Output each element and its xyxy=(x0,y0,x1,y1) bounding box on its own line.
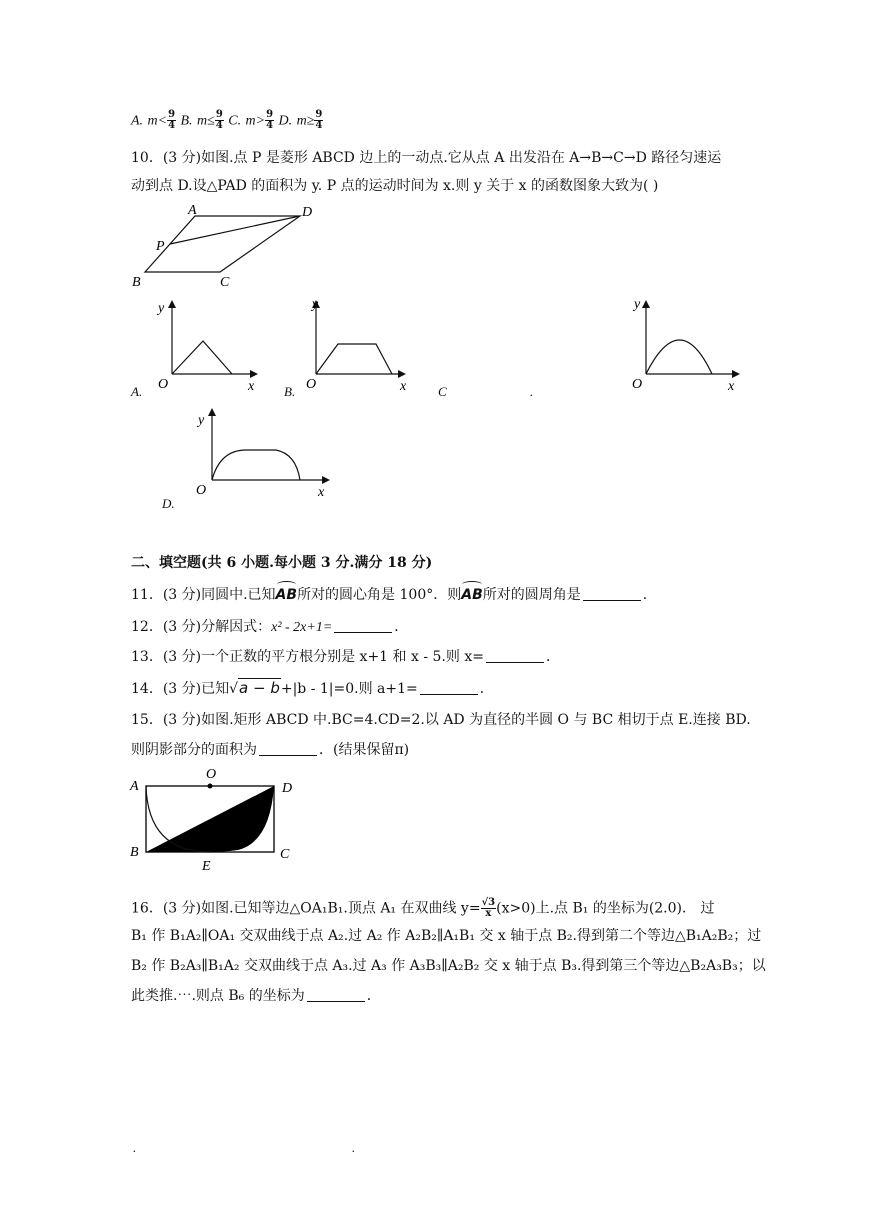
q13: 13．(3 分)一个正数的平方根分别是 x+1 和 x - 5.则 x= ． xyxy=(131,649,560,665)
origin: O xyxy=(632,377,643,392)
label-d: D xyxy=(302,205,313,220)
axis-x: x xyxy=(248,379,255,394)
label-c: C xyxy=(220,275,230,290)
answer-blank xyxy=(420,680,478,695)
q10-line2: 动到点 D.设△PAD 的面积为 y. P 点的运动时间为 x.则 y 关于 x 的函数图象大致为( ) xyxy=(131,178,659,194)
label-b: B xyxy=(132,275,141,290)
q16-line4: 此类推.⋯.则点 B₆ 的坐标为 ． xyxy=(131,988,381,1004)
option-b-label: B. xyxy=(284,384,296,399)
rhombus-figure xyxy=(130,200,313,290)
origin: O xyxy=(306,377,317,392)
axis-x: x xyxy=(318,485,325,500)
label-o: O xyxy=(206,767,217,782)
footer-dot-left: . xyxy=(133,1140,137,1155)
fraction: $\frac{√3}{x}$ xyxy=(481,897,496,919)
q12: 12．(3 分)分解因式：x² - 2x+1= ． xyxy=(131,619,409,635)
q9-options: A. m< $\frac{9}{4}$ B. m≤ $\frac{9}{4}$ C. m> $\frac{9}{4}$ D. m≥ $\frac{9}{4}$ xyxy=(131,109,323,131)
section-title: 二、填空题(共 6 小题.每小题 3 分.满分 18 分) xyxy=(131,555,433,571)
answer-blank xyxy=(583,586,641,601)
axis-y: y xyxy=(634,297,641,312)
origin: O xyxy=(196,483,207,498)
q15-line2: 则阴影部分的面积为 ．(结果保留π) xyxy=(131,742,410,758)
q16-line1: 16．(3 分)如图.已知等边△OA₁B₁.顶点 A₁ 在双曲线 y= $\frac{√3}{x}$ (x>0)上.点 B₁ 的坐标为(2.0)． 过 xyxy=(131,897,715,919)
fraction: $\frac{9}{4}$ xyxy=(168,109,176,131)
answer-blank xyxy=(307,987,365,1002)
label-c: C xyxy=(280,847,290,862)
q11: 11．(3 分)同圆中.已知AB所对的圆心角是 100°．则AB所对的圆周角是 ． xyxy=(131,587,657,603)
label-e: E xyxy=(202,859,211,874)
sqrt-expr: a − b xyxy=(239,679,280,697)
answer-blank xyxy=(334,618,392,633)
option-d-label: D. xyxy=(162,496,175,511)
axis-x: x xyxy=(728,379,735,394)
q16-line2: B₁ 作 B₁A₂∥OA₁ 交双曲线于点 A₂.过 A₂ 作 A₂B₂∥A₁B₁ 交 x 轴于点 B₂.得到第二个等边△B₁A₂B₂；过 xyxy=(131,928,762,944)
answer-blank xyxy=(486,648,544,663)
axis-x: x xyxy=(400,379,407,394)
fraction: $\frac{9}{4}$ xyxy=(215,109,223,131)
option-c-label: C xyxy=(438,384,447,399)
arc-ab: AB xyxy=(461,587,483,603)
label-a: A xyxy=(188,203,197,218)
q15-line1: 15．(3 分)如图.矩形 ABCD 中.BC=4.CD=2.以 AD 为直径的半圆 O 与 BC 相切于点 E.连接 BD. xyxy=(131,712,751,728)
graph-c xyxy=(628,294,748,394)
q14: 14．(3 分)已知√a − b+|b - 1|=0.则 a+1= ． xyxy=(131,679,494,697)
rectangle-figure xyxy=(128,766,308,874)
label-b: B xyxy=(130,845,139,860)
label-p: P xyxy=(156,239,165,254)
q16-line3: B₂ 作 B₂A₃∥B₁A₂ 交双曲线于点 A₃.过 A₃ 作 A₃B₃∥A₂B₂ 交 x 轴于点 B₃.得到第三个等边△B₂A₃B₃；以 xyxy=(131,958,766,974)
option-c-dot: . xyxy=(530,384,534,399)
footer-dot-right: . xyxy=(352,1140,356,1155)
q10-line1: 10．(3 分)如图.点 P 是菱形 ABCD 边上的一动点.它从点 A 出发沿在 A→B→C→D 路径匀速运 xyxy=(131,150,722,166)
answer-blank xyxy=(259,741,317,756)
axis-y: y xyxy=(198,413,205,428)
arc-ab: AB xyxy=(275,587,298,603)
graph-b xyxy=(300,294,410,394)
origin: O xyxy=(158,377,169,392)
fraction: $\frac{9}{4}$ xyxy=(266,109,274,131)
graph-d xyxy=(186,406,336,506)
axis-y: y xyxy=(312,297,319,312)
axis-y: y xyxy=(158,301,165,316)
option-a-label: A. xyxy=(131,384,143,399)
label-a: A xyxy=(130,779,139,794)
label-d: D xyxy=(282,781,293,796)
fraction: $\frac{9}{4}$ xyxy=(315,109,323,131)
graph-a xyxy=(150,294,260,394)
